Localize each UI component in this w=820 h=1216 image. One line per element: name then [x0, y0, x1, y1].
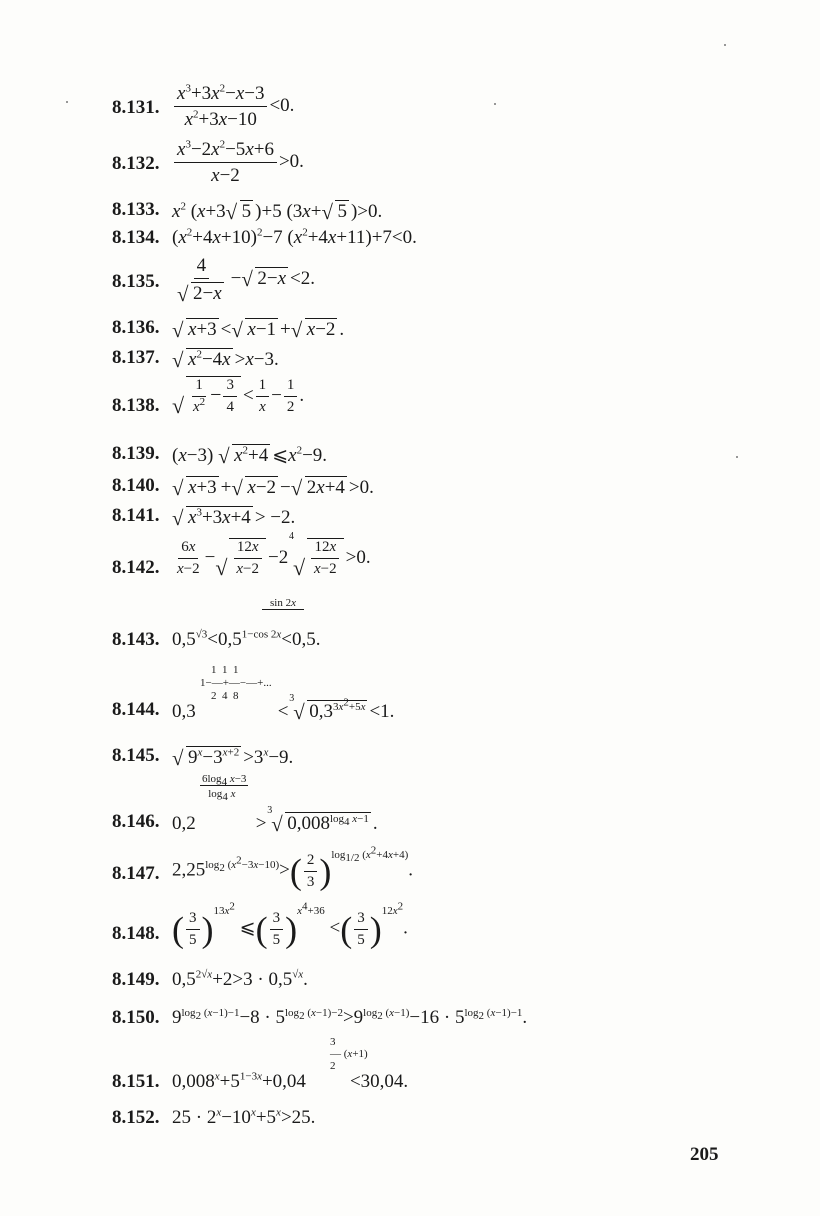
print-speck: [724, 44, 726, 46]
fraction: 4 √ 2−x: [174, 256, 229, 303]
problem-expression: √ x+3 <√ x−1 +√ x−2 .: [172, 318, 344, 339]
problem-expression: $(x^2+4x+10)^2-7$ $(x^2+4x+11)+7<0$.: [172, 226, 417, 248]
problem-expression: √ $x^3+3x+4 > -2$.: [172, 506, 295, 527]
problem-expression: √ $\frac{1}{x^2}$ − $\frac{3}{4}$ < $\frac{1}{x}$ − $\frac{1}{2}$ .: [172, 376, 304, 415]
exponent-fraction: 3 — (x+1) 2: [330, 1036, 368, 1073]
problem-expression: $x^2$ (x+3√ 5 )+5 (3x+√ 5 )>0.: [172, 200, 382, 221]
print-speck: [736, 456, 738, 458]
problem-expression: 0,2 > √ 3 $0,008^{log_4 x-1}$ .: [172, 812, 378, 833]
problem-number: 8.151.: [112, 1071, 160, 1092]
problem-number: 8.136.: [112, 317, 160, 338]
problem-expression: $\frac{x^3-2x^2-5x+6}{x-2}$ >0.: [172, 140, 304, 185]
fraction: $\frac{6x}{x-2}$: [177, 539, 200, 578]
problem-expression: (x−3) √ $x^2+4$ $⩽x^2-9$.: [172, 444, 327, 465]
exponent-fraction: $6\log_4$ x−3 $\log_4 x$: [200, 773, 247, 804]
problem-number: 8.149.: [112, 969, 160, 990]
problem-number: 8.139.: [112, 443, 160, 464]
problem-expression: $0,5^{√3}<0,5^{1-cos 2x}<0,5$.: [172, 628, 321, 650]
exponent-numerator: sin 2x: [262, 598, 304, 610]
problem-expression: √ x+3 +√ x−2 −√ 2x+4 >0.: [172, 476, 374, 497]
print-speck: [494, 103, 496, 105]
problem-number: 8.147.: [112, 863, 160, 884]
problem-number: 8.141.: [112, 505, 160, 526]
problem-number: 8.132.: [112, 153, 160, 174]
problem-number: 8.142.: [112, 557, 160, 578]
problem-number: 8.143.: [112, 629, 160, 650]
problem-expression: ( $\frac{3}{5}$ )$^{13x^2}$ ⩽( $\frac{3}{5}$ )$^{x^4+36}$ <( $\frac{3}{5}$ )$^{12x^2}$.: [172, 900, 408, 950]
problem-expression: 0,3 < √ 3 $0,3^{3x^2+5x} <1$.: [172, 700, 394, 721]
problem-number: 8.145.: [112, 745, 160, 766]
problem-expression: $2,25^{log_2 (x^2-3x-10)}>$( $\frac{2}{3}$ )$^{log_{1/2} (x^2+4x+4)}$.: [172, 844, 414, 892]
problem-number: 8.144.: [112, 699, 160, 720]
problem-number: 8.133.: [112, 199, 160, 220]
print-speck: [66, 101, 68, 103]
fraction: $\frac{x^3-2x^2-5x+6}{x-2}$: [174, 140, 277, 185]
problem-number: 8.146.: [112, 811, 160, 832]
problem-number: 8.152.: [112, 1107, 160, 1128]
problem-number: 8.135.: [112, 271, 160, 292]
problem-number: 8.140.: [112, 475, 160, 496]
fraction: $\frac{x^3+3x^2-x-3}{x^2+3x-10}$: [174, 84, 267, 129]
problem-expression: $\frac{x^3+3x^2-x-3}{x^2+3x-10}$ <0.: [172, 84, 294, 129]
page-number: 205: [690, 1144, 719, 1165]
problem-number: 8.134.: [112, 227, 160, 248]
problem-expression: 4 √ 2−x −√ 2−x <2.: [172, 256, 315, 303]
problem-expression: √ $9^x-3^{x+2} >3^x-9$.: [172, 746, 293, 767]
problem-expression: $0,008^x+5^{1-3x}+0,04 <30,04$.: [172, 1070, 409, 1092]
problem-expression: $\frac{6x}{x-2}$ − √ $\frac{12x}{x-2}$ −2 √ 4 $\frac{12x}{x-2}$ >0.: [172, 538, 371, 577]
problem-expression: √ $x^2-4x >x-3$.: [172, 348, 279, 369]
problem-expression: $0,5^{2√x}+2>3 \cdot 0,5^{√x}$.: [172, 968, 308, 990]
problem-number: 8.150.: [112, 1007, 160, 1028]
problem-number: 8.137.: [112, 347, 160, 368]
problem-expression: $25 \cdot 2^x-10^x+5^x>25$.: [172, 1106, 316, 1128]
problem-number: 8.138.: [112, 395, 160, 416]
problem-number: 8.148.: [112, 923, 160, 944]
problem-number: 8.131.: [112, 97, 160, 118]
problem-expression: $9^{log_2 (x-1)-1}-8 \cdot 5^{log_2 (x-1)-2}>9^{log_2 (x-1)}-16 \cdot 5^{log_2 (x-1)-1}$.: [172, 1006, 528, 1028]
exponent-series: 1 1 1 1−—+—−—+... 2 4 8: [200, 664, 272, 703]
